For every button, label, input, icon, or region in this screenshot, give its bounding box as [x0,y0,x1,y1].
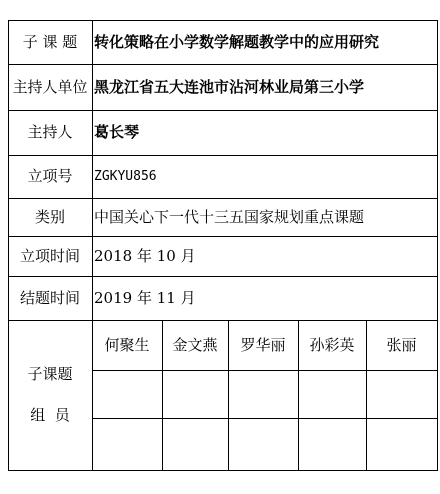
member-name: 张丽 [386,335,417,354]
host-unit-value: 黑龙江省五大连池市沾河林业局第三小学 [94,77,365,96]
project-number-label: 立项号 [27,167,73,185]
subtopic-label: 子 课 题 [22,32,78,51]
member-name: 金文燕 [172,335,218,354]
members-label-line1: 子课题 [27,365,73,383]
member-name: 孙彩英 [309,335,355,354]
host-label: 主持人 [27,123,73,141]
members-label [8,320,92,470]
start-date-value: 2018 年 10 月 [94,246,196,265]
members-label-line2: 组 员 [30,406,70,424]
member-name: 罗华丽 [240,335,286,354]
category-value: 中国关心下一代十三五国家规划重点课题 [94,207,365,226]
category-label: 类别 [34,207,65,226]
member-name: 何聚生 [104,335,150,354]
subtopic-value: 转化策略在小学数学解题教学中的应用研究 [94,32,380,51]
host-value: 葛长琴 [94,123,140,141]
project-number-value: ZGKYU856 [94,169,157,184]
end-date-value: 2019 年 11 月 [94,288,196,307]
start-date-label: 立项时间 [19,246,80,265]
end-date-label: 结题时间 [19,288,80,307]
project-info-table [8,20,438,471]
host-unit-label: 主持人单位 [12,77,88,96]
